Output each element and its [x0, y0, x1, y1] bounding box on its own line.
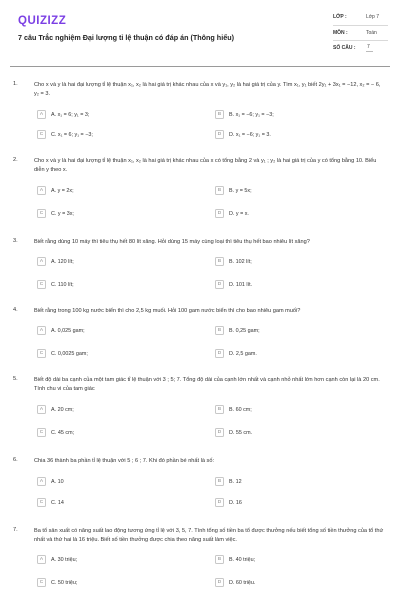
meta-value: Lớp 7: [366, 14, 380, 20]
option-b[interactable]: [215, 326, 385, 337]
quizizz-logo: QUIZIZZ: [18, 15, 67, 27]
option-letter-badge: B: [215, 257, 224, 266]
question-text: Biết rằng dùng 10 máy thì tiêu thụ hết 80 lít xăng. Hỏi dùng 15 máy cùng loại thì tiêu thụ hết bao nhiêu lít xăng?: [34, 239, 310, 245]
option-b[interactable]: [215, 555, 385, 566]
page-title: 7 câu Trắc nghiệm Đại lượng tỉ lệ thuận có đáp án (Thông hiểu): [18, 33, 234, 42]
option-a[interactable]: [37, 257, 207, 268]
option-letter-badge: B: [215, 186, 224, 195]
option-letter-badge: A: [37, 110, 46, 119]
option-c[interactable]: [37, 349, 207, 360]
option-letter-badge: A: [37, 326, 46, 335]
question-number: 6.: [13, 457, 18, 463]
option-text: A. y = 2x;: [51, 187, 74, 194]
option-d[interactable]: [215, 498, 385, 509]
meta-table: [333, 10, 388, 56]
option-letter-badge: B: [215, 326, 224, 335]
option-letter-badge: B: [215, 555, 224, 564]
option-letter-badge: D: [215, 130, 224, 139]
header-divider: [10, 66, 390, 67]
option-letter-badge: C: [37, 280, 46, 289]
question-number: 4.: [13, 307, 18, 313]
option-text: C. 50 triệu;: [51, 579, 78, 586]
option-b[interactable]: [215, 405, 385, 416]
option-a[interactable]: [37, 477, 207, 488]
option-text: B. x₁ = −6; y₁ = −3;: [229, 111, 274, 118]
option-letter-badge: A: [37, 477, 46, 486]
option-text: C. 0,0025 gam;: [51, 350, 88, 357]
worksheet-header: [0, 0, 400, 64]
option-text: A. x₁ = 6; y₁ = 3;: [51, 111, 90, 118]
option-a[interactable]: [37, 326, 207, 337]
option-text: B. y = 5x;: [229, 187, 252, 194]
option-letter-badge: C: [37, 428, 46, 437]
option-letter-badge: D: [215, 498, 224, 507]
option-text: D. 55 cm.: [229, 429, 253, 436]
option-b[interactable]: [215, 186, 385, 197]
option-c[interactable]: [37, 428, 207, 439]
option-text: D. 16: [229, 499, 242, 506]
option-letter-badge: D: [215, 428, 224, 437]
option-letter-badge: B: [215, 405, 224, 414]
option-text: D. 2,5 gam.: [229, 350, 257, 357]
option-c[interactable]: [37, 578, 207, 589]
question-number: 3.: [13, 238, 18, 244]
meta-row-subject: [333, 26, 388, 42]
question-number: 1.: [13, 81, 18, 87]
meta-label: LỚP :: [333, 14, 347, 20]
option-text: B. 0,25 gam;: [229, 327, 260, 334]
question-number: 7.: [13, 527, 18, 533]
option-c[interactable]: [37, 209, 207, 220]
option-letter-badge: B: [215, 110, 224, 119]
option-text: A. 20 cm;: [51, 406, 74, 413]
option-text: A. 0,025 gam;: [51, 327, 85, 334]
option-b[interactable]: [215, 477, 385, 488]
option-d[interactable]: [215, 280, 385, 291]
option-text: C. 14: [51, 499, 64, 506]
option-text: B. 102 lít;: [229, 258, 252, 265]
option-letter-badge: A: [37, 257, 46, 266]
option-c[interactable]: [37, 130, 207, 141]
option-b[interactable]: [215, 257, 385, 268]
option-text: C. y = 3x;: [51, 210, 74, 217]
question-text: Biết độ dài ba cạnh của một tam giác tỉ lệ thuận với 3 ; 5; 7. Tổng độ dài của cạnh lớn nhất và cạnh nhỏ nhất lớn hơn cạnh còn lại là 20 cm. Tính chu vi của tam giác: [34, 377, 380, 392]
question-text: Cho x và y là hai đại lượng tỉ lệ thuận x₁, x₂ là hai giá trị khác nhau của x và y₁, y₂ là hai giá trị của y. Tìm x₁, y₁ biết 2y₁ + 3x₁ = −12, x₂ = − 6, y₂ = 3.: [34, 82, 381, 97]
option-letter-badge: D: [215, 209, 224, 218]
meta-label: SỐ CÂU :: [333, 45, 356, 51]
option-letter-badge: C: [37, 130, 46, 139]
question-text: Cho x và y là hai đại lượng tỉ lệ thuận x₁, x₂ là hai giá trị khác nhau của x có tổng bằng 2 và y₁ ; y₂ là hai giá trị của y có tổng bằng 10. Biểu diễn y theo x.: [34, 158, 377, 173]
option-d[interactable]: [215, 130, 385, 141]
option-text: C. 45 cm;: [51, 429, 75, 436]
option-letter-badge: C: [37, 498, 46, 507]
option-letter-badge: C: [37, 209, 46, 218]
option-text: D. y = x.: [229, 210, 249, 217]
option-text: A. 120 lít;: [51, 258, 74, 265]
option-text: A. 10: [51, 478, 64, 485]
option-text: A. 30 triệu;: [51, 556, 78, 563]
option-a[interactable]: [37, 405, 207, 416]
option-letter-badge: C: [37, 349, 46, 358]
option-d[interactable]: [215, 349, 385, 360]
option-letter-badge: C: [37, 578, 46, 587]
option-d[interactable]: [215, 209, 385, 220]
option-c[interactable]: [37, 280, 207, 291]
option-text: C. x₁ = 6; y₁ = −3;: [51, 131, 93, 138]
question-text: Ba tổ sản xuất có năng suất lao động tương ứng tỉ lệ với 3, 5, 7. Tính tổng số tiền ba tổ được thưởng nếu biết tổng số tiền thưởng của tổ thứ nhất và thứ hai là 16 triệu. Biết số tiền thưởng được chia theo năng suất làm việc.: [34, 528, 384, 543]
option-text: C. 110 lít;: [51, 281, 74, 288]
meta-row-class: [333, 10, 388, 26]
option-text: B. 40 triệu;: [229, 556, 256, 563]
question-number: 2.: [13, 157, 18, 163]
question-number: 5.: [13, 376, 18, 382]
option-text: B. 12: [229, 478, 242, 485]
option-a[interactable]: [37, 186, 207, 197]
option-letter-badge: D: [215, 349, 224, 358]
option-letter-badge: D: [215, 578, 224, 587]
option-d[interactable]: [215, 578, 385, 589]
option-letter-badge: A: [37, 186, 46, 195]
question-text: Biết rằng trong 100 kg nước biển thì cho 2,5 kg muối. Hỏi 100 gam nước biển thì cho bao nhiêu gam muối?: [34, 308, 301, 314]
option-text: D. x₁ = −6; y₁ = 3.: [229, 131, 271, 138]
option-a[interactable]: [37, 110, 207, 121]
option-b[interactable]: [215, 110, 385, 121]
option-a[interactable]: [37, 555, 207, 566]
option-letter-badge: B: [215, 477, 224, 486]
meta-value: Toán: [366, 29, 377, 36]
meta-label: MÔN :: [333, 29, 348, 36]
option-text: B. 60 cm;: [229, 406, 252, 413]
option-letter-badge: A: [37, 405, 46, 414]
option-letter-badge: A: [37, 555, 46, 564]
option-d[interactable]: [215, 428, 385, 439]
question-text: Chia 36 thành ba phần tỉ lệ thuận với 5 ; 6 ; 7. Khi đó phần bé nhất là số:: [34, 458, 214, 464]
option-c[interactable]: [37, 498, 207, 509]
option-letter-badge: D: [215, 280, 224, 289]
option-text: D. 101 lít.: [229, 281, 253, 288]
option-text: D. 60 triệu.: [229, 579, 256, 586]
meta-value: 7: [366, 44, 373, 52]
meta-row-count: [333, 41, 388, 56]
